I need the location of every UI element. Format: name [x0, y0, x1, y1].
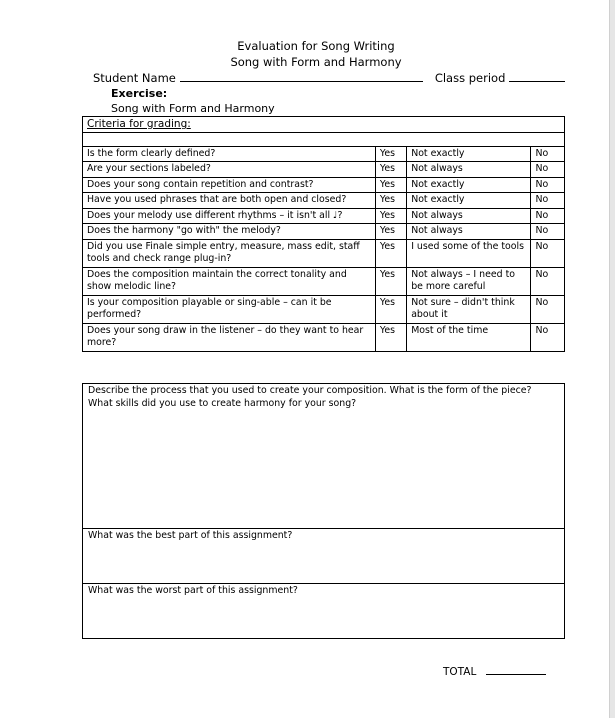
page-edge	[609, 0, 615, 718]
rating-partial[interactable]: Not always	[407, 208, 531, 224]
criteria-row	[83, 295, 565, 323]
rating-yes[interactable]: Yes	[375, 193, 406, 209]
worst-part-answer-box[interactable]	[83, 584, 565, 639]
criteria-question: Does the composition maintain the correct tonality and show melodic line?	[83, 267, 376, 295]
exercise-name: Song with Form and Harmony	[111, 102, 275, 115]
page-title: Evaluation for Song Writing	[237, 39, 395, 53]
total-label: TOTAL	[443, 666, 477, 678]
rating-partial[interactable]: Not always – I need to be more careful	[407, 267, 531, 295]
rating-no[interactable]: No	[531, 323, 565, 351]
rating-no[interactable]: No	[531, 239, 565, 267]
criteria-row	[83, 146, 565, 162]
page-subtitle: Song with Form and Harmony	[230, 55, 402, 69]
process-answer-box[interactable]	[83, 384, 565, 529]
criteria-question: Have you used phrases that are both open and closed?	[83, 193, 376, 209]
criteria-row	[83, 224, 565, 240]
rating-partial[interactable]: Most of the time	[407, 323, 531, 351]
rating-yes[interactable]: Yes	[375, 146, 406, 162]
rating-yes[interactable]: Yes	[375, 208, 406, 224]
rating-yes[interactable]: Yes	[375, 323, 406, 351]
criteria-spacer-row	[83, 132, 565, 146]
rating-no[interactable]: No	[531, 267, 565, 295]
rating-no[interactable]: No	[531, 162, 565, 178]
total-field[interactable]	[486, 666, 546, 675]
rating-no[interactable]: No	[531, 208, 565, 224]
criteria-question: Does your song contain repetition and contrast?	[83, 177, 376, 193]
rating-no[interactable]: No	[531, 177, 565, 193]
criteria-row	[83, 323, 565, 351]
student-info-line	[93, 71, 565, 85]
criteria-question: Does your melody use different rhythms – it isn't all ♩?	[83, 208, 376, 224]
criteria-question: Is the form clearly defined?	[83, 146, 376, 162]
criteria-spacer	[83, 132, 565, 146]
criteria-question: Does the harmony "go with" the melody?	[83, 224, 376, 240]
rating-partial[interactable]: Not always	[407, 162, 531, 178]
criteria-heading: Criteria for grading:	[83, 117, 565, 133]
rating-partial[interactable]: Not exactly	[407, 146, 531, 162]
class-period-field[interactable]	[509, 71, 565, 82]
process-prompt: Describe the process that you used to create your composition. What is the form of the piece? What skills did you use to create harmony for your song?	[88, 385, 532, 409]
criteria-row	[83, 177, 565, 193]
total-line	[443, 666, 546, 678]
worst-part-prompt: What was the worst part of this assignment?	[88, 585, 298, 596]
criteria-question: Are your sections labeled?	[83, 162, 376, 178]
best-part-prompt: What was the best part of this assignment?	[88, 530, 293, 541]
student-name-label: Student Name	[93, 71, 176, 85]
criteria-question: Does your song draw in the listener – do they want to hear more?	[83, 323, 376, 351]
criteria-question: Is your composition playable or sing-able – can it be performed?	[83, 295, 376, 323]
criteria-question: Did you use Finale simple entry, measure, mass edit, staff tools and check range plug-in?	[83, 239, 376, 267]
rating-partial[interactable]: Not always	[407, 224, 531, 240]
rating-yes[interactable]: Yes	[375, 295, 406, 323]
student-name-field[interactable]	[180, 71, 423, 82]
rating-partial[interactable]: Not exactly	[407, 193, 531, 209]
rating-no[interactable]: No	[531, 224, 565, 240]
criteria-row	[83, 239, 565, 267]
criteria-row	[83, 162, 565, 178]
class-period-label: Class period	[434, 71, 506, 85]
criteria-table	[82, 116, 565, 352]
rating-partial[interactable]: Not sure – didn't think about it	[407, 295, 531, 323]
criteria-row	[83, 208, 565, 224]
criteria-heading-row	[83, 117, 565, 133]
rating-no[interactable]: No	[531, 193, 565, 209]
rating-yes[interactable]: Yes	[375, 162, 406, 178]
rating-no[interactable]: No	[531, 295, 565, 323]
rating-no[interactable]: No	[531, 146, 565, 162]
rating-yes[interactable]: Yes	[375, 239, 406, 267]
exercise-label: Exercise:	[111, 87, 168, 100]
rating-yes[interactable]: Yes	[375, 224, 406, 240]
rating-partial[interactable]: Not exactly	[407, 177, 531, 193]
rating-partial[interactable]: I used some of the tools	[407, 239, 531, 267]
criteria-row	[83, 193, 565, 209]
criteria-row	[83, 267, 565, 295]
best-part-answer-box[interactable]	[83, 529, 565, 584]
rating-yes[interactable]: Yes	[375, 267, 406, 295]
reflection-table	[82, 383, 565, 639]
rating-yes[interactable]: Yes	[375, 177, 406, 193]
